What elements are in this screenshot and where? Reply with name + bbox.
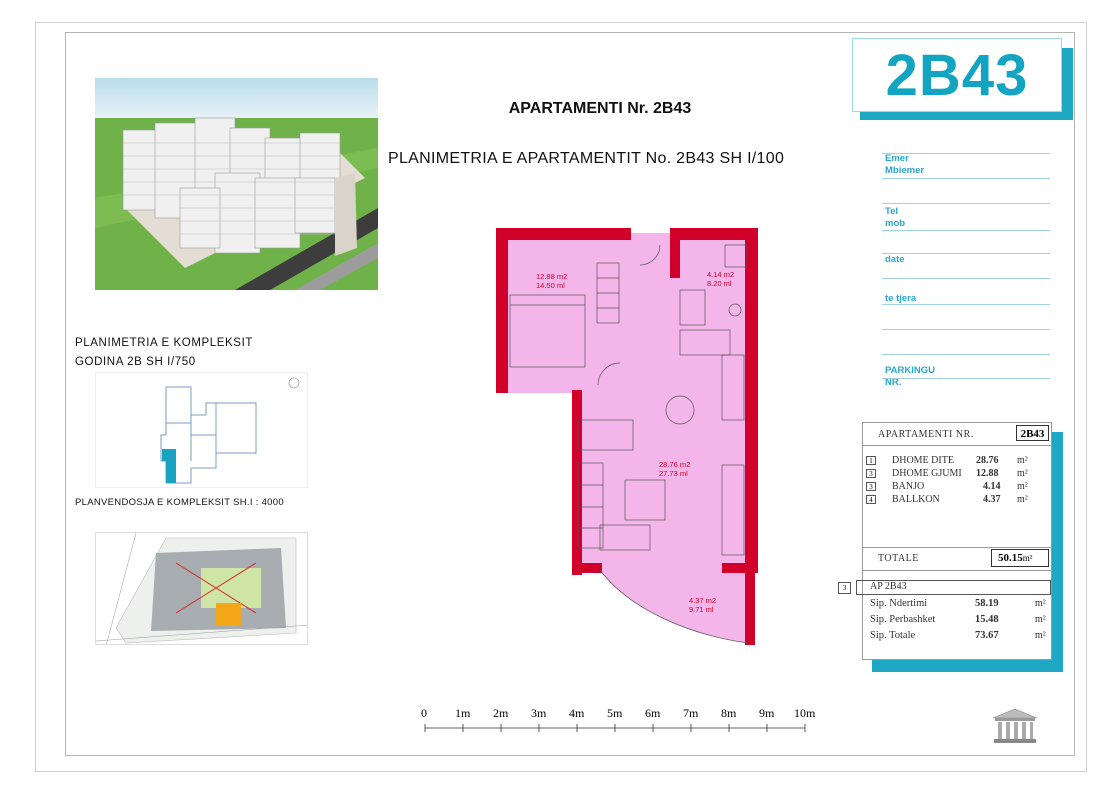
row-number: 3	[866, 482, 876, 491]
client-field-label: Tel	[885, 206, 899, 217]
scale-label: 9m	[759, 706, 775, 720]
apartment-title: APARTAMENTI Nr. 2B43	[508, 100, 692, 117]
total-value: 50.15	[998, 552, 1023, 564]
row-unit: m²	[1017, 455, 1028, 466]
field-line	[882, 230, 1050, 231]
site-plan-label: PLANVENDOSJA E KOMPLEKSIT SH.I : 4000	[75, 497, 284, 508]
room-label-living	[659, 460, 690, 478]
row-name: DHOME GJUMI	[892, 468, 962, 479]
row-unit: m²	[1017, 481, 1028, 492]
scale-label: 0	[421, 706, 427, 720]
room-area: 28.76 m2	[659, 460, 691, 469]
area-divider	[862, 547, 1052, 548]
total-unit: m²	[1022, 553, 1033, 563]
field-line	[882, 304, 1050, 305]
summary-unit: m²	[1035, 614, 1046, 625]
complex-plan-subtitle: GODINA 2B SH I/750	[75, 356, 196, 368]
row-number: 3	[866, 469, 876, 478]
area-header-label: APARTAMENTI NR.	[878, 429, 974, 440]
row-name: BALLKON	[892, 494, 940, 505]
room-label-balcony	[689, 596, 716, 614]
client-field-label: Emer	[885, 153, 909, 164]
client-field-label: PARKINGU	[885, 365, 935, 376]
room-perimeter: 8.20 ml	[707, 279, 732, 288]
floor-plan	[490, 225, 765, 650]
room-perimeter: 9.71 ml	[689, 605, 714, 614]
ap-number: 3	[838, 582, 851, 594]
summary-value: 15.48	[975, 614, 999, 625]
row-unit: m²	[1017, 494, 1028, 505]
room-label-bedroom	[536, 272, 567, 290]
row-value: 28.76	[976, 455, 999, 466]
summary-name: Sip. Perbashket	[870, 614, 936, 625]
scale-label: 2m	[493, 706, 509, 720]
area-divider	[862, 570, 1052, 571]
row-name: BANJO	[892, 481, 925, 492]
field-line	[882, 203, 1050, 204]
room-area: 4.37 m2	[689, 596, 717, 605]
room-perimeter: 14.50 ml	[536, 281, 565, 290]
site-plan-image	[95, 532, 308, 645]
row-value: 4.14	[983, 481, 1001, 492]
area-header-value: 2B43	[1016, 425, 1049, 441]
area-divider	[862, 445, 1052, 446]
field-line	[882, 278, 1050, 279]
room-area: 4.14 m2	[707, 270, 735, 279]
row-name: DHOME DITE	[892, 455, 954, 466]
row-number: 4	[866, 495, 876, 504]
row-unit: m²	[1017, 468, 1028, 479]
room-perimeter: 27.73 ml	[659, 469, 688, 478]
ap-label: AP 2B43	[870, 581, 907, 592]
scale-label: 4m	[569, 706, 585, 720]
field-line	[882, 329, 1050, 330]
building-render-image	[95, 78, 378, 290]
client-field-label: mob	[885, 218, 906, 229]
complex-plan-title: PLANIMETRIA E KOMPLEKSIT	[75, 337, 253, 349]
field-line	[882, 378, 1050, 379]
scale-label: 7m	[683, 706, 699, 720]
client-field-label: te tjera	[885, 293, 917, 304]
summary-name: Sip. Totale	[870, 630, 916, 641]
field-line	[882, 153, 1050, 154]
row-value: 4.37	[983, 494, 1001, 505]
room-area: 12.88 m2	[536, 272, 568, 281]
client-field-label: date	[885, 254, 905, 265]
scale-label: 10m	[794, 706, 816, 720]
field-line	[882, 253, 1050, 254]
scale-label: 8m	[721, 706, 737, 720]
scale-label: 3m	[531, 706, 547, 720]
row-number: 1	[866, 456, 876, 465]
client-field-label: Mbiemer	[885, 165, 925, 176]
area-card-shadow	[1052, 432, 1063, 672]
apartment-code: 2B43	[885, 42, 1029, 108]
row-value: 12.88	[976, 468, 999, 479]
area-card-shadow	[872, 660, 1063, 672]
building-key-plan	[95, 372, 308, 488]
room-label-bathroom	[707, 270, 734, 288]
summary-value: 73.67	[975, 630, 999, 641]
total-value-box	[991, 549, 1049, 567]
field-line	[882, 354, 1050, 355]
client-field-label: NR.	[885, 377, 902, 388]
field-line	[882, 178, 1050, 179]
total-label: TOTALE	[878, 553, 919, 564]
building-logo-icon	[990, 706, 1040, 746]
scale-label: 1m	[455, 706, 471, 720]
scale-label: 6m	[645, 706, 661, 720]
summary-unit: m²	[1035, 598, 1046, 609]
summary-name: Sip. Ndertimi	[870, 598, 928, 609]
scale-label: 5m	[607, 706, 623, 720]
scale-bar	[420, 704, 820, 744]
summary-value: 58.19	[975, 598, 999, 609]
summary-unit: m²	[1035, 630, 1046, 641]
plan-title: PLANIMETRIA E APARTAMENTIT No. 2B43 SH I/100	[388, 150, 785, 167]
